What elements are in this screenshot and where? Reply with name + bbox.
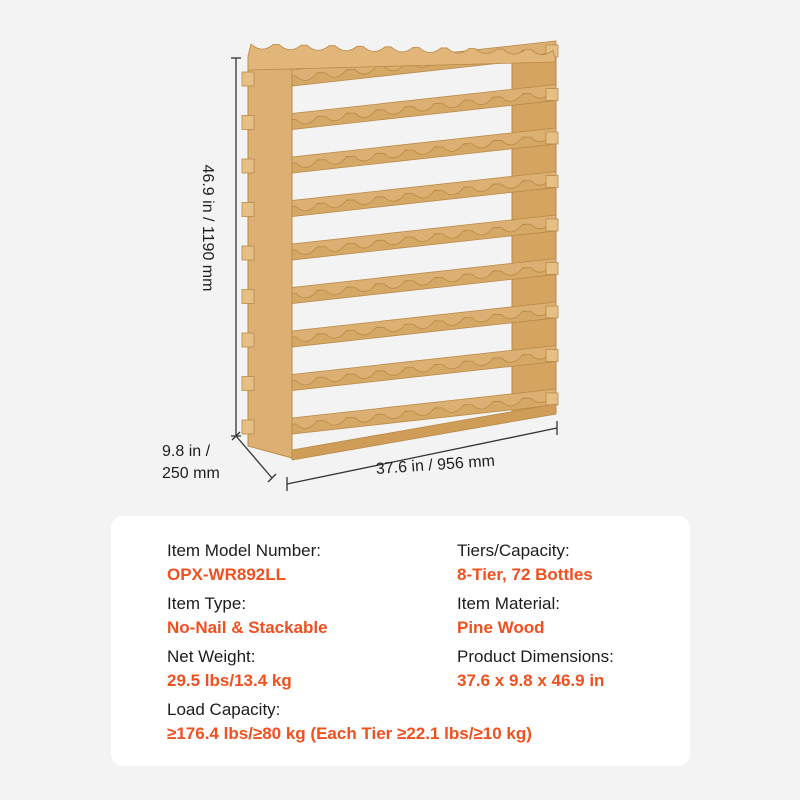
spec-weight-label: Net Weight:	[167, 647, 256, 666]
rack-joint	[242, 290, 254, 304]
spec-type-label: Item Type:	[167, 594, 247, 613]
spec-type	[167, 593, 328, 639]
rack-joint	[546, 88, 558, 100]
rack-joint	[242, 203, 254, 217]
spec-model	[167, 540, 321, 586]
depth-dimension-line2: 250 mm	[162, 465, 220, 482]
width-dimension-label: 37.6 in / 956 mm	[375, 452, 496, 478]
rack-joint	[242, 116, 254, 130]
rack-joint	[546, 393, 558, 405]
spec-material	[457, 593, 560, 639]
spec-weight-value: 29.5 lbs/13.4 kg	[167, 671, 292, 690]
spec-tiers-value: 8-Tier, 72 Bottles	[457, 565, 593, 584]
rack-joint	[242, 72, 254, 86]
height-dimension-label: 46.9 in / 1190 mm	[199, 164, 216, 292]
rack-joint	[242, 159, 254, 173]
spec-material-label: Item Material:	[457, 594, 560, 613]
spec-product-dimensions-label: Product Dimensions:	[457, 647, 614, 666]
specifications-card	[111, 516, 690, 766]
rack-joint	[242, 377, 254, 391]
spec-load-capacity	[167, 699, 532, 745]
spec-product-dimensions	[457, 646, 614, 692]
spec-type-value: No-Nail & Stackable	[167, 618, 328, 637]
rack-joint	[242, 333, 254, 347]
spec-weight	[167, 646, 292, 692]
rack-joint	[546, 219, 558, 231]
rack-joint	[546, 349, 558, 361]
spec-load-capacity-label: Load Capacity:	[167, 700, 281, 719]
wine-rack	[242, 41, 558, 460]
spec-tiers	[457, 540, 593, 586]
rack-joint	[546, 262, 558, 274]
depth-dimension-label	[162, 441, 220, 485]
spec-tiers-label: Tiers/Capacity:	[457, 541, 570, 560]
spec-material-value: Pine Wood	[457, 618, 545, 637]
spec-model-label: Item Model Number:	[167, 541, 321, 560]
rack-joint	[546, 175, 558, 187]
rack-joint	[546, 132, 558, 144]
spec-product-dimensions-value: 37.6 x 9.8 x 46.9 in	[457, 671, 605, 690]
rack-joint	[242, 420, 254, 434]
rack-left-post	[248, 58, 292, 458]
spec-load-capacity-value: ≥176.4 lbs/≥80 kg (Each Tier ≥22.1 lbs/≥10 kg)	[167, 724, 532, 743]
depth-dimension-line1: 9.8 in /	[162, 443, 211, 460]
rack-joint	[546, 306, 558, 318]
spec-model-value: OPX-WR892LL	[167, 565, 287, 584]
rack-joint	[242, 246, 254, 260]
